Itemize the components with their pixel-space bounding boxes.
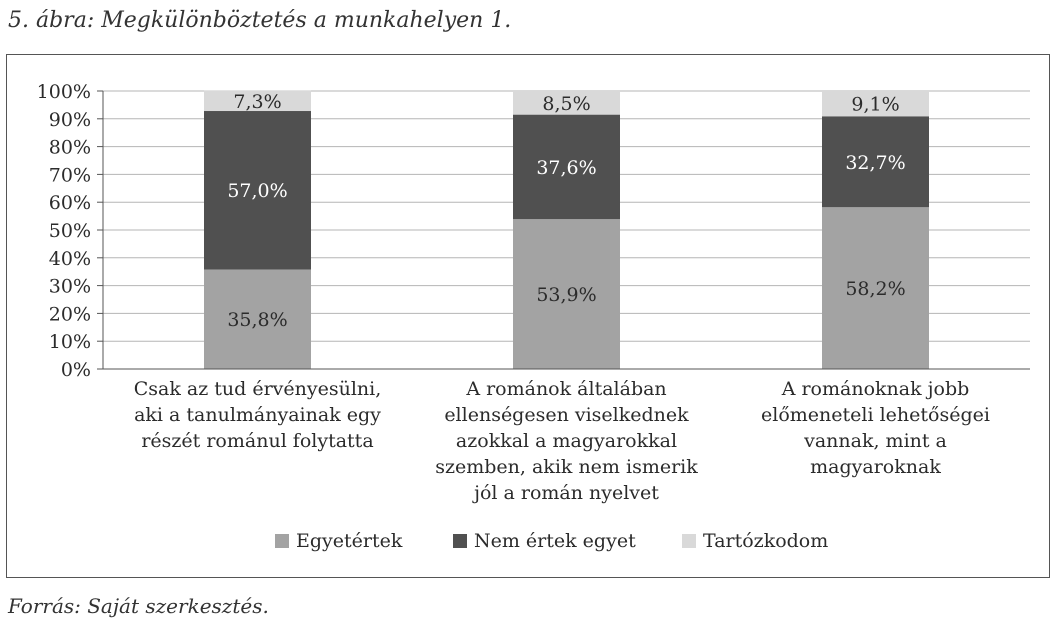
y-tick-label: 20% <box>48 303 91 326</box>
data-label: 35,8% <box>227 309 288 332</box>
chart-frame <box>6 54 1050 578</box>
y-tick-label: 70% <box>48 164 91 187</box>
data-label: 32,7% <box>845 151 906 174</box>
data-label: 8,5% <box>542 92 591 115</box>
legend-label: Nem értek egyet <box>474 530 636 552</box>
data-label: 58,2% <box>845 278 906 301</box>
category-label: A románok általában <box>466 378 667 400</box>
y-tick-label: 40% <box>48 247 91 270</box>
category-label: előmeneteli lehetőségei <box>761 404 990 426</box>
figure-source: Forrás: Saját szerkesztés. <box>8 594 269 618</box>
stacked-bar-chart <box>7 55 1048 576</box>
y-tick-label: 80% <box>48 136 91 159</box>
category-label: A románoknak jobb <box>781 378 970 400</box>
data-label: 37,6% <box>536 156 597 179</box>
category-label: magyaroknak <box>810 456 941 478</box>
category-label: aki a tanulmányainak egy <box>134 404 381 426</box>
y-tick-label: 90% <box>48 108 91 131</box>
data-label: 57,0% <box>227 180 288 203</box>
data-label: 7,3% <box>233 90 282 113</box>
category-label: jól a román nyelvet <box>474 482 659 504</box>
y-tick-label: 0% <box>60 359 91 381</box>
legend-label: Tartózkodom <box>703 530 829 552</box>
category-label: részét románul folytatta <box>141 430 374 452</box>
legend-swatch <box>682 534 696 548</box>
y-tick-label: 10% <box>48 331 91 354</box>
data-label: 53,9% <box>536 284 597 307</box>
category-label: vannak, mint a <box>804 430 947 452</box>
legend-label: Egyetértek <box>296 530 403 552</box>
legend-swatch <box>275 534 289 548</box>
y-tick-label: 100% <box>36 81 91 103</box>
y-tick-label: 50% <box>48 220 91 242</box>
category-label: szemben, akik nem ismerik <box>435 456 698 478</box>
data-label: 9,1% <box>851 93 900 116</box>
category-label: azokkal a magyarokkal <box>455 430 678 452</box>
y-tick-label: 30% <box>48 275 91 298</box>
category-label: ellenségesen viselkednek <box>444 404 689 426</box>
figure-title: 5. ábra: Megkülönböztetés a munkahelyen 1. <box>8 8 512 33</box>
category-label: Csak az tud érvényesülni, <box>133 378 382 400</box>
legend-swatch <box>453 534 467 548</box>
y-tick-label: 60% <box>48 192 91 215</box>
